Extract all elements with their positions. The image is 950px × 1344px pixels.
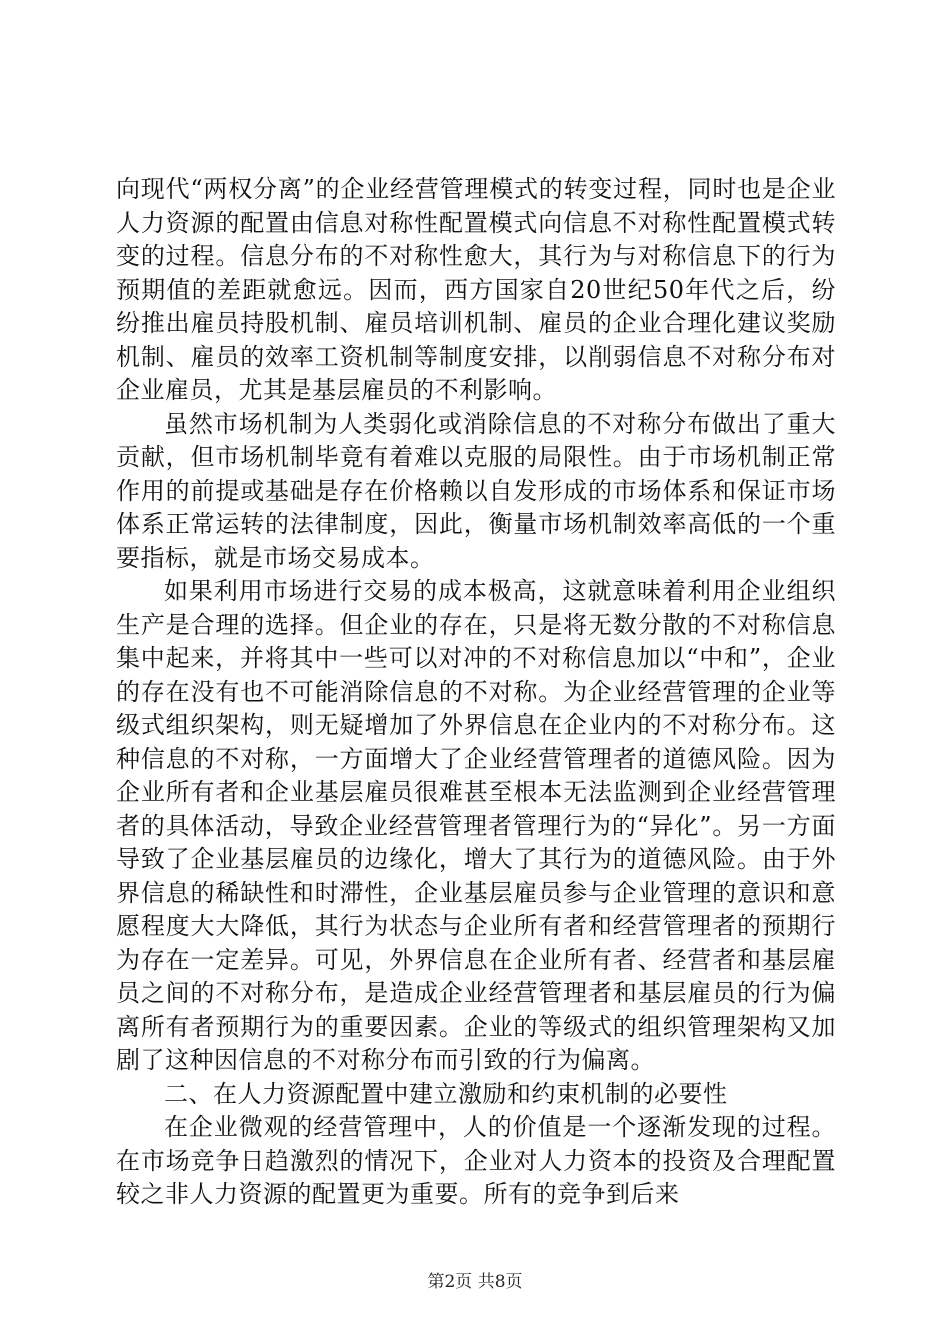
page-number-footer: 第2页 共8页 bbox=[427, 1272, 523, 1292]
paragraph-transaction-cost: 如果利用市场进行交易的成本极高，这就意味着利用企业组织生产是合理的选择。但企业的存在，只是将无数分散的不对称信息集中起来，并将其中一些可以对冲的不对称信息加以“中和”，企业的存在没有也不可能消除信息的不对称。为企业经营管理的企业等级式组织架构，则无疑增加了外界信息在企业内的不对称分布。这种信息的不对称，一方面增大了企业经营管理者的道德风险。因为企业所有者和企业基层雇员很难甚至根本无法监测到企业经营管理者的具体活动，导致企业经营管理者管理行为的“异化”。另一方面导致了企业基层雇员的边缘化，增大了其行为的道德风险。由于外界信息的稀缺性和时滞性，企业基层雇员参与企业管理的意识和意愿程度大大降低，其行为状态与企业所有者和经营管理者的预期行为存在一定差异。可见，外界信息在企业所有者、经营者和基层雇员之间的不对称分布，是造成企业经营管理者和基层雇员的行为偏离所有者预期行为的重要因素。企业的等级式的组织管理架构又加剧了这种因信息的不对称分布而引致的行为偏离。 bbox=[116, 577, 836, 1074]
section-heading: 二、在人力资源配置中建立激励和约束机制的必要性 bbox=[164, 1079, 728, 1108]
paragraph-continuation: 向现代“两权分离”的企业经营管理模式的转变过程，同时也是企业人力资源的配置由信息对称性配置模式向信息不对称性配置模式转变的过程。信息分布的不对称性愈大，其行为与对称信息下的行为预期值的差距就愈远。因而，西方国家自20世纪50年代之后，纷纷推出雇员持股机制、雇员培训机制、雇员的企业合理化建议奖励机制、雇员的效率工资机制等制度安排，以削弱信息不对称分布对企业雇员，尤其是基层雇员的不利影响。 bbox=[116, 175, 836, 404]
paragraph-human-value: 在企业微观的经营管理中，人的价值是一个逐渐发现的过程。在市场竞争日趋激烈的情况下，企业对人力资本的投资及合理配置较之非人力资源的配置更为重要。所有的竞争到后来 bbox=[116, 1113, 836, 1208]
paragraph-market-mechanism: 虽然市场机制为人类弱化或消除信息的不对称分布做出了重大贡献，但市场机制毕竟有着难以克服的局限性。由于市场机制正常作用的前提或基础是存在价格赖以自发形成的市场体系和保证市场体系正常运转的法律制度，因此，衡量市场机制效率高低的一个重要指标，就是市场交易成本。 bbox=[116, 409, 836, 572]
body-text bbox=[116, 173, 836, 1212]
